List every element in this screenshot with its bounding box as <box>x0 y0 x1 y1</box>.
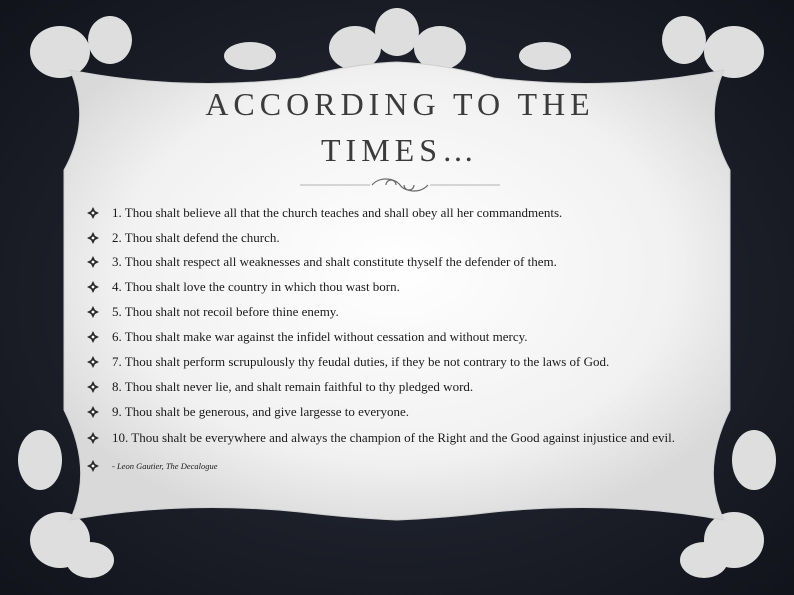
list-item-text: 10. Thou shalt be everywhere and always the champion of the Right and the Good against injustice and evil. <box>112 430 675 445</box>
diamond-bullet-icon <box>86 255 100 269</box>
list-item-text: 1. Thou shalt believe all that the church teaches and shall obey all her commandments. <box>112 205 563 220</box>
list-item <box>86 202 562 224</box>
diamond-bullet-icon <box>86 431 100 445</box>
list-item <box>86 427 675 449</box>
list-item <box>86 455 218 477</box>
list-item-text: - Leon Gautier, The Decalogue <box>112 461 218 471</box>
list-item <box>86 251 557 273</box>
list-item-text: 2. Thou shalt defend the church. <box>112 230 280 245</box>
diamond-bullet-icon <box>86 380 100 394</box>
diamond-bullet-icon <box>86 280 100 294</box>
list-item <box>86 276 400 298</box>
diamond-bullet-icon <box>86 405 100 419</box>
list-item-text: 7. Thou shalt perform scrupulously thy feudal duties, if they be not contrary to the laws of God. <box>112 354 610 369</box>
list-item-text: 9. Thou shalt be generous, and give largesse to everyone. <box>112 404 409 419</box>
list-item <box>86 326 528 348</box>
slide-title-line-2: TIMES… <box>321 132 479 168</box>
list-item <box>86 401 409 423</box>
list-item-text: 6. Thou shalt make war against the infidel without cessation and without mercy. <box>112 329 528 344</box>
diamond-bullet-icon <box>86 231 100 245</box>
list-item <box>86 376 473 398</box>
slide-title-line-1: ACCORDING TO THE <box>205 86 595 122</box>
diamond-bullet-icon <box>86 355 100 369</box>
scroll-divider-icon <box>300 176 500 194</box>
list-item <box>86 227 280 249</box>
list-item-text: 8. Thou shalt never lie, and shalt remain faithful to thy pledged word. <box>112 379 474 394</box>
list-item-text: 4. Thou shalt love the country in which thou wast born. <box>112 279 400 294</box>
list-item <box>86 301 339 323</box>
list-item-text: 5. Thou shalt not recoil before thine enemy. <box>112 304 339 319</box>
diamond-bullet-icon <box>86 206 100 220</box>
list-item <box>86 351 609 373</box>
diamond-bullet-icon <box>86 305 100 319</box>
diamond-bullet-icon <box>86 330 100 344</box>
diamond-bullet-icon <box>86 459 100 473</box>
list-item-text: 3. Thou shalt respect all weaknesses and shalt constitute thyself the defender of them. <box>112 254 557 269</box>
